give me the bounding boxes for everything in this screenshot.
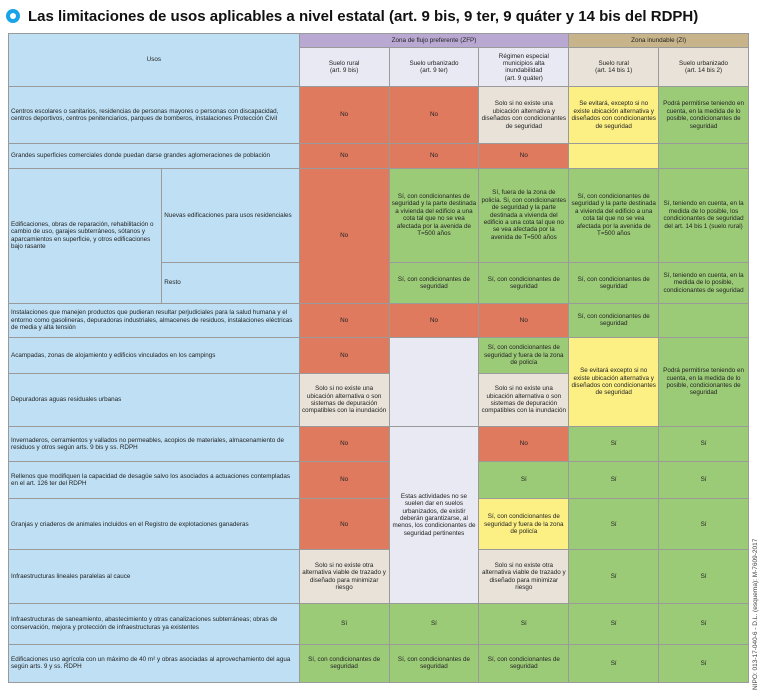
cell-zi-rural: Sí bbox=[569, 603, 659, 644]
row-subuse-label: Resto bbox=[162, 262, 299, 303]
cell-zfp-urbanizado bbox=[389, 337, 479, 426]
header-zfp-rural: Suelo rural (art. 9 bis) bbox=[299, 48, 389, 87]
row-use-label: Rellenos que modifiquen la capacidad de desagüe salvo los asociados a actuaciones contempladas en el art. 126 ter del RDPH bbox=[9, 462, 300, 499]
row-use-label: Depuradoras aguas residuales urbanas bbox=[9, 373, 300, 426]
cell-zfp-urbanizado: Sí, con condicionantes de seguridad bbox=[389, 262, 479, 303]
title-bar bbox=[4, 4, 756, 28]
cell-zfp-rural: No bbox=[299, 462, 389, 499]
cell-zfp-urbanizado: Sí bbox=[389, 603, 479, 644]
row-subuse-label: Nuevas edificaciones para usos residenciales bbox=[162, 168, 299, 262]
usage-limitations-table bbox=[8, 33, 749, 683]
header-zfp-especial: Régimen especial municipios alta inundabilidad (art. 9 quáter) bbox=[479, 48, 569, 87]
cell-zi-rural: Sí, con condicionantes de seguridad bbox=[569, 304, 659, 338]
cell-zfp-especial: No bbox=[479, 304, 569, 338]
cell-zi-urbanizado: Sí bbox=[659, 644, 749, 682]
cell-zfp-rural: No bbox=[299, 499, 389, 550]
cell-zi-urbanizado bbox=[659, 304, 749, 338]
cell-zfp-especial: Sí, con condicionantes de seguridad bbox=[479, 262, 569, 303]
cell-zfp-especial: Solo si no existe una ubicación alternativa y diseñados con condicionantes de seguridad bbox=[479, 87, 569, 143]
cell-zfp-especial: Sí bbox=[479, 603, 569, 644]
cell-zi-urbanizado: Sí bbox=[659, 603, 749, 644]
cell-zfp-rural: No bbox=[299, 337, 389, 373]
cell-zi-rural: Sí bbox=[569, 462, 659, 499]
cell-zfp-especial: No bbox=[479, 143, 569, 168]
cell-zi-urbanizado: Sí, teniendo en cuenta, en la medida de lo posible, los condicionantes de seguridad del art. 14 bis 1 (suelo rural) bbox=[659, 168, 749, 262]
cell-zfp-especial: Solo si no existe otra alternativa viable de trazado y diseñado para minimizar riesgo bbox=[479, 550, 569, 603]
row-use-label: Granjas y criaderos de animales incluidos en el Registro de explotaciones ganaderas bbox=[9, 499, 300, 550]
cell-zi-urbanizado: Sí, teniendo en cuenta, en la medida de lo posible, condicionantes de seguridad bbox=[659, 262, 749, 303]
header-usos: Usos bbox=[9, 34, 300, 87]
cell-zfp-urbanizado: No bbox=[389, 143, 479, 168]
row-use-label: Grandes superficies comerciales donde puedan darse grandes aglomeraciones de población bbox=[9, 143, 300, 168]
header-zfp: Zona de flujo preferente (ZFP) bbox=[299, 34, 569, 48]
cell-zfp-especial: Sí bbox=[479, 462, 569, 499]
cell-zi-urbanizado: Sí bbox=[659, 427, 749, 462]
cell-zi-urbanizado: Sí bbox=[659, 462, 749, 499]
cell-zi-rural: Sí bbox=[569, 499, 659, 550]
header-zi-rural: Suelo rural (art. 14 bis 1) bbox=[569, 48, 659, 87]
cell-zi-rural: Sí bbox=[569, 550, 659, 603]
cell-zi-urbanizado: Sí bbox=[659, 550, 749, 603]
row-use-label: Infraestructuras lineales paralelas al cauce bbox=[9, 550, 300, 603]
cell-zfp-rural: No bbox=[299, 168, 389, 304]
cell-zfp-rural: Solo si no existe otra alternativa viable de trazado y diseñado para minimizar riesgo bbox=[299, 550, 389, 603]
cell-zfp-rural: No bbox=[299, 87, 389, 143]
row-use-label: Centros escolares o sanitarios, residencias de personas mayores o personas con discapacidad, centros deportivos, centros penitenciarios, parques de bomberos, instalaciones Protección Civil bbox=[9, 87, 300, 143]
cell-zfp-rural: Solo si no existe una ubicación alternativa o son sistemas de depuración compatibles con la inundación bbox=[299, 373, 389, 426]
cell-zfp-rural: No bbox=[299, 304, 389, 338]
cell-zfp-urbanizado: Estas actividades no se suelen dar en suelos urbanizados, de existir deberán garantizarse, al menos, los condicionantes de seguridad pertinentes bbox=[389, 427, 479, 604]
circle-bullet-icon bbox=[6, 9, 20, 23]
header-zi: Zona inundable (ZI) bbox=[569, 34, 749, 48]
row-use-label: Instalaciones que manejen productos que pudieran resultar perjudiciales para la salud humana y el entorno como gasolineras, depuradoras industriales, almacenes de residuos, instalaciones eléctricas de media y alta tensión bbox=[9, 304, 300, 338]
cell-zi-rural bbox=[569, 143, 659, 168]
cell-zi-rural: Se evitará excepto si no existe ubicación alternativa y diseñados con condicionantes de seguridad bbox=[569, 337, 659, 426]
cell-zfp-urbanizado: Sí, con condicionantes de seguridad bbox=[389, 644, 479, 682]
cell-zfp-especial: Sí, con condicionantes de seguridad y fuera de la zona de policía bbox=[479, 499, 569, 550]
cell-zfp-especial: Sí, fuera de la zona de policía. Si, con condicionantes de seguridad y la parte destinada a vivienda del edificio a una cota tal que no se vea afectada por la avenida de T=500 años bbox=[479, 168, 569, 262]
cell-zi-rural: Sí bbox=[569, 644, 659, 682]
cell-zi-rural: Sí, con condicionantes de seguridad bbox=[569, 262, 659, 303]
page-title: Las limitaciones de usos aplicables a nivel estatal (art. 9 bis, 9 ter, 9 quáter y 14 bis del RDPH) bbox=[28, 7, 699, 25]
cell-zfp-rural: No bbox=[299, 143, 389, 168]
side-legal-note: NIPO: 013-17-040-6 - D.L. (esquema): M-7609-2017 bbox=[752, 538, 759, 690]
cell-zfp-especial: Sí, con condicionantes de seguridad y fuera de la zona de policía bbox=[479, 337, 569, 373]
cell-zfp-rural: Sí, con condicionantes de seguridad bbox=[299, 644, 389, 682]
row-use-label: Invernaderos, cerramientos y vallados no permeables, acopios de materiales, almacenamiento de residuos y otros según arts. 9 bis y ss. RDPH bbox=[9, 427, 300, 462]
cell-zi-urbanizado: Podrá permitirse teniendo en cuenta, en la medida de lo posible, condicionantes de seguridad bbox=[659, 337, 749, 426]
row-use-label: Edificaciones uso agrícola con un máximo de 40 m² y obras asociadas al aprovechamiento del agua según arts. 9 y ss. RDPH bbox=[9, 644, 300, 682]
row-use-label: Edificaciones, obras de reparación, rehabilitación o cambio de uso, garajes subterráneos, sótanos y aparcamientos en superficie, y otros edificaciones bajo rasante bbox=[9, 168, 162, 304]
cell-zfp-especial: No bbox=[479, 427, 569, 462]
cell-zi-rural: Sí, con condicionantes de seguridad y la parte destinada a vivienda del edificio a una cota tal que no se vea afectada por la avenida de T=500 años bbox=[569, 168, 659, 262]
row-use-label: Infraestructuras de saneamiento, abastecimiento y otras canalizaciones subterráneas; obras de conservación, mejora y protección de infraestructuras ya existentes bbox=[9, 603, 300, 644]
cell-zfp-urbanizado: No bbox=[389, 304, 479, 338]
cell-zfp-urbanizado: No bbox=[389, 87, 479, 143]
header-zi-urbanizado: Suelo urbanizado (art. 14 bis 2) bbox=[659, 48, 749, 87]
cell-zi-rural: Se evitará, excepto si no existe ubicación alternativa y diseñados con condicionantes de seguridad bbox=[569, 87, 659, 143]
row-use-label: Acampadas, zonas de alojamiento y edificios vinculados en los campings bbox=[9, 337, 300, 373]
cell-zfp-especial: Solo si no existe una ubicación alternativa o son sistemas de depuración compatibles con la inundación bbox=[479, 373, 569, 426]
cell-zfp-urbanizado: Sí, con condicionantes de seguridad y la parte destinada a vivienda del edificio a una cota tal que no se vea afectada por la avenida de T=500 años bbox=[389, 168, 479, 262]
cell-zi-urbanizado bbox=[659, 143, 749, 168]
cell-zfp-rural: Sí bbox=[299, 603, 389, 644]
cell-zi-urbanizado: Podrá permitirse teniendo en cuenta, en la medida de lo posible, condicionantes de seguridad bbox=[659, 87, 749, 143]
header-zfp-urbanizado: Suelo urbanizado (art. 9 ter) bbox=[389, 48, 479, 87]
cell-zi-rural: Sí bbox=[569, 427, 659, 462]
cell-zi-urbanizado: Sí bbox=[659, 499, 749, 550]
cell-zfp-rural: No bbox=[299, 427, 389, 462]
cell-zfp-especial: Sí, con condicionantes de seguridad bbox=[479, 644, 569, 682]
